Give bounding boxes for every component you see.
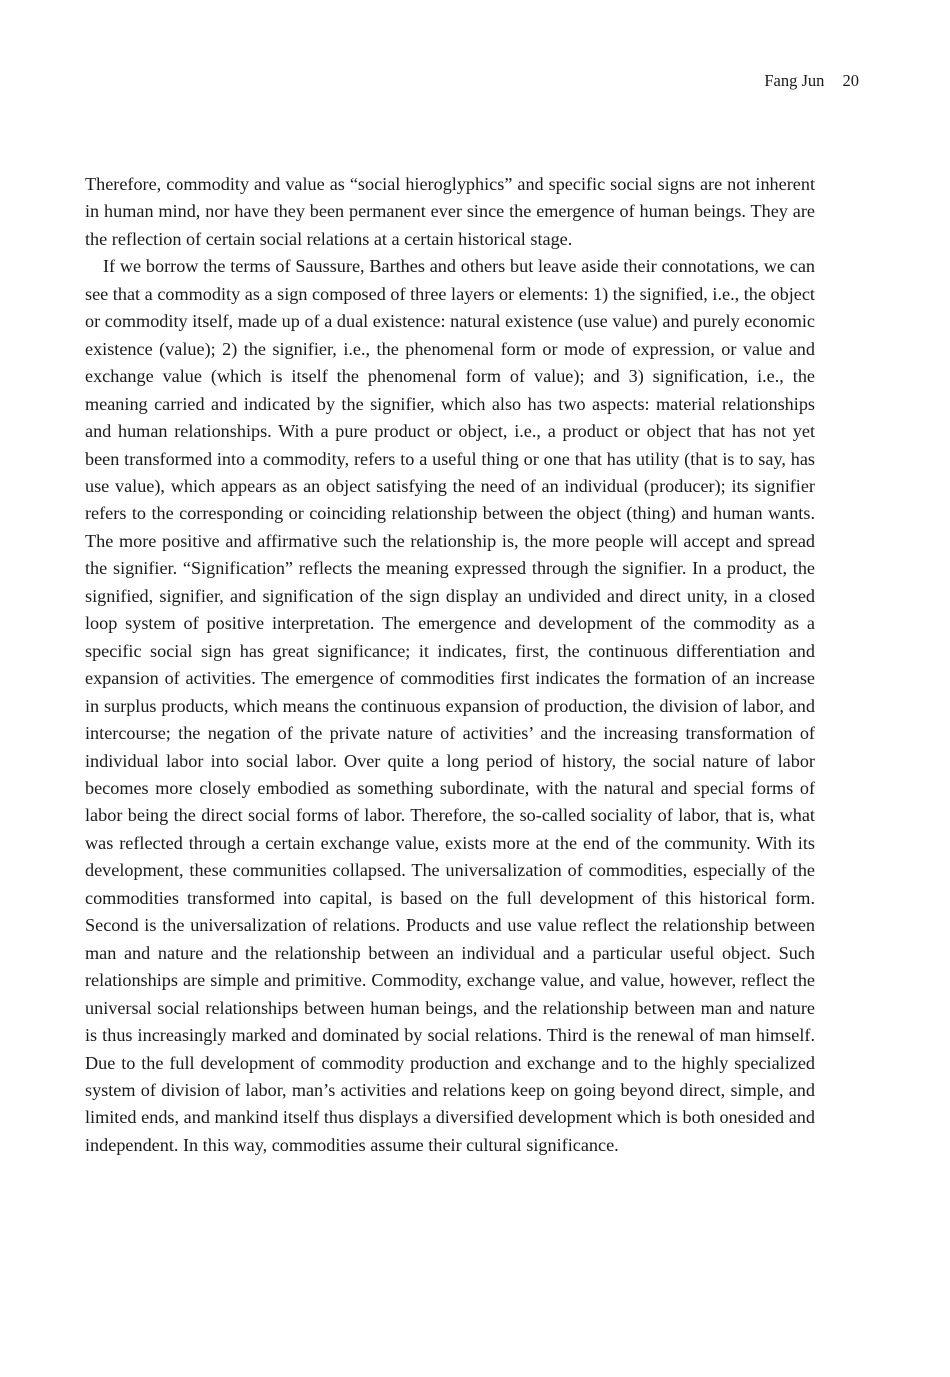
paragraph-2: If we borrow the terms of Saussure, Barthes and others but leave aside their connotations, we can see that a commodity as a sign composed of three layers or elements: 1) the signified, i.e., the object or commodity itself, made up of a dual existence: natural existence (use value) and purely economic existence (value); 2) the signifier, i.e., the phenomenal form or mode of expression, or value and exchange value (which is itself the phenomenal form of value); and 3) signification, i.e., the meaning carried and indicated by the signifier, which also has two aspects: material relationships and human relationships. With a pure product or object, i.e., a product or object that has not yet been transformed into a commodity, refers to a useful thing or one that has utility (that is to say, has use value), which appears as an object satisfying the need of an individual (producer); its signifier refers to the corresponding or coinciding relationship between the object (thing) and human wants. The more positive and affirmative such the relationship is, the more people will accept and spread the signifier. “Signification” reflects the meaning expressed through the signifier. In a product, the signified, signifier, and signification of the sign display an undivided and direct unity, in a closed loop system of positive interpretation. The emergence and development of the commodity as a specific social sign has great significance; it indicates, first, the continuous differentiation and expansion of activities. The emergence of commodities first indicates the formation of an increase in surplus products, which means the continuous expansion of production, the division of labor, and intercourse; the negation of the private nature of activities’ and the increasing transformation of individual labor into social labor. Over quite a long period of history, the social nature of labor becomes more closely embodied as something subordinate, with the natural and special forms of labor being the direct social forms of labor. Therefore, the so-called sociality of labor, that is, what was reflected through a certain exchange value, exists more at the end of the community. With its development, these communities collapsed. The universalization of commodities, especially of the commodities transformed into capital, is based on the full development of this historical form. Second is the universalization of relations. Products and use value reflect the relationship between man and nature and the relationship between an individual and a particular useful object. Such relationships are simple and primitive. Commodity, exchange value, and value, however, reflect the universal social relationships between human beings, and the relationship between man and nature is thus increasingly marked and dominated by social relations. Third is the renewal of man himself. Due to the full development of commodity production and exchange and to the highly specialized system of division of labor, man’s activities and relations keep on going beyond direct, simple, and limited ends, and mankind itself thus displays a diversified development which is both onesided and independent. In this way, commodities assume their cultural significance.	[85, 256, 815, 1155]
paragraph-1: Therefore, commodity and value as “social hieroglyphics” and specific social signs are not inherent in human mind, nor have they been permanent ever since the emergence of human beings. They are the reflection of certain social relations at a certain historical stage.	[85, 174, 815, 249]
body-text	[85, 171, 815, 1159]
running-head-author: Fang Jun	[764, 71, 825, 90]
page-number: 20	[842, 71, 859, 90]
running-head	[764, 71, 859, 91]
